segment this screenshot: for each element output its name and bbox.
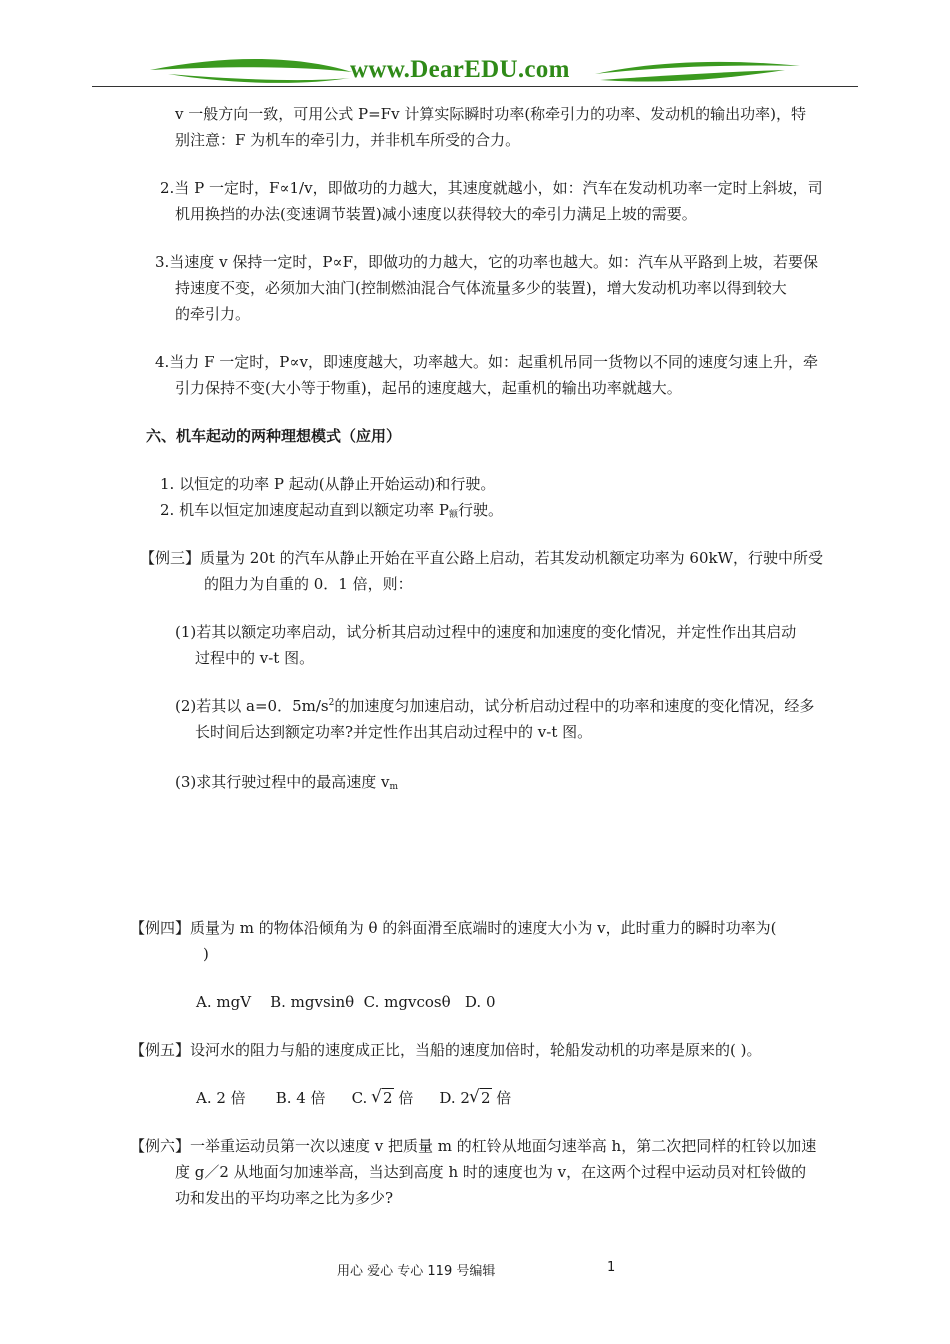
question-line: 长时间后达到额定功率?并定性作出其启动过程中的 v-t 图。 <box>195 723 593 741</box>
body-line: 机用换挡的办法(变速调节装置)减小速度以获得较大的牵引力满足上坡的需要。 <box>175 205 697 223</box>
body-line: 持速度不变，必须加大油门(控制燃油混合气体流量多少的装置)，增大发动机功率以得到较大 <box>175 279 787 297</box>
page-number: 1 <box>607 1260 616 1275</box>
list-item: 1. 以恒定的功率 P 起动(从静止开始运动)和行驶。 <box>160 475 496 493</box>
page-header <box>0 0 950 95</box>
question-line: 过程中的 v-t 图。 <box>195 649 315 667</box>
body-line: 2.当 P 一定时，F∝1/v，即做功的力越大，其速度就越小，如：汽车在发动机功率一定时上斜坡，司 <box>160 179 823 197</box>
sqrt-symbol: √ 2 <box>372 1085 394 1111</box>
header-rule <box>92 86 858 87</box>
example-5-options: A. 2 倍 B. 4 倍 C. √ 2 倍 D. 2√ 2 倍 <box>196 1085 511 1111</box>
example-5-line: 【例五】设河水的阻力与船的速度成正比，当船的速度加倍时，轮船发动机的功率是原来的( )。 <box>130 1041 762 1059</box>
example-3-line: 的阻力为自重的 0．1 倍，则： <box>204 575 413 593</box>
example-6-line: 【例六】一举重运动员第一次以速度 v 把质量 m 的杠铃从地面匀速举高 h，第二次把同样的杠铃以加速 <box>130 1137 817 1155</box>
question-line: (1)若其以额定功率启动，试分析其启动过程中的速度和加速度的变化情况，并定性作出其启动 <box>175 623 797 641</box>
example-3-line: 【例三】质量为 20t 的汽车从静止开始在平直公路上启动，若其发动机额定功率为 60kW，行驶中所受 <box>140 549 824 567</box>
example-4-options: A. mgV B. mgvsinθ C. mgvcosθ D. 0 <box>196 993 496 1011</box>
question-line: (3)求其行驶过程中的最高速度 $v_m$ <box>175 773 399 792</box>
body-line: 4.当力 F 一定时，P∝v，即速度越大，功率越大。如：起重机吊同一货物以不同的速度匀速上升，牵 <box>155 353 818 371</box>
list-item: 2. 机车以恒定加速度起动直到以额定功率 $P_额$行驶。 <box>160 501 503 520</box>
example-6-line: 度 g／2 从地面匀加速举高，当达到高度 h 时的速度也为 v，在这两个过程中运动员对杠铃做的 <box>175 1163 807 1181</box>
body-line: v 一般方向一致，可用公式 P=Fv 计算实际瞬时功率(称牵引力的功率、发动机的输出功率)，特 <box>175 105 807 123</box>
footer-text: 用心 爱心 专心 119 号编辑 <box>337 1264 496 1279</box>
example-4-line: ) <box>203 945 209 963</box>
body-line: 引力保持不变(大小等于物重)，起吊的速度越大，起重机的输出功率就越大。 <box>175 379 682 397</box>
question-line: (2)若其以 a=0．$5m/s^2$的加速度匀加速启动，试分析启动过程中的功率和速度的变化情况，经多 <box>175 697 815 715</box>
site-logo-text: www.DearEDU.com <box>350 56 570 83</box>
sqrt-symbol: √ 2 <box>470 1085 492 1111</box>
body-line: 别注意：F 为机车的牵引力，并非机车所受的合力。 <box>175 131 521 149</box>
section-heading: 六、机车起动的两种理想模式（应用） <box>146 427 402 445</box>
body-line: 3.当速度 v 保持一定时，P∝F，即做功的力越大，它的功率也越大。如：汽车从平路到上坡，若要保 <box>155 253 818 271</box>
body-line: 的牵引力。 <box>175 305 251 323</box>
example-4-line: 【例四】质量为 m 的物体沿倾角为 θ 的斜面滑至底端时的速度大小为 v，此时重力的瞬时功率为( <box>130 919 777 937</box>
example-6-line: 功和发出的平均功率之比为多少? <box>175 1189 394 1207</box>
